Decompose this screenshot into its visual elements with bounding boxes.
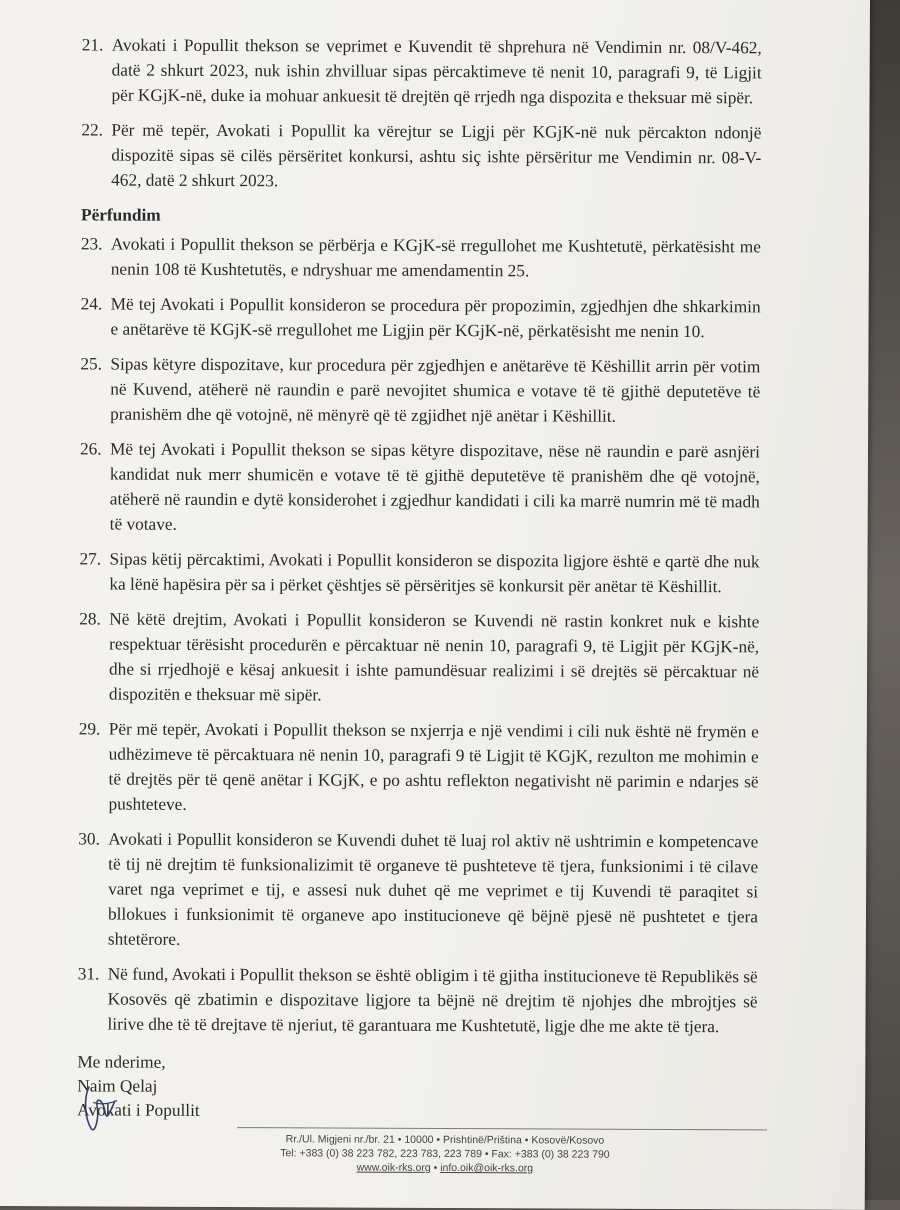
- section-heading: Përfundim: [80, 205, 161, 225]
- paragraph-text: Për më tepër, Avokati i Popullit thekson se nxjerrja e një vendimi i cili nuk është në frymën e udhëzimeve të përcaktuara në nenin 10, paragrafi 9 të Ligjit të KGjK, rezulton me mohimin e të drejtës për të qenë anëtar i KGjK, e po ashtu reflekton negativisht në parimin e ndarjes së pushteteve.: [108, 719, 759, 814]
- closing-greeting: Me nderime,: [77, 1052, 166, 1072]
- paragraph-27: [79, 546, 759, 599]
- paragraph-number: 21.: [81, 35, 104, 55]
- footer-website-link[interactable]: www.oik-rks.org: [356, 1161, 431, 1174]
- document-footer: [235, 1132, 655, 1176]
- signatory-name: Naim Qelaj: [77, 1076, 158, 1096]
- paragraph-28: [79, 606, 759, 709]
- paragraph-number: 27.: [79, 549, 102, 569]
- footer-links: [235, 1160, 655, 1176]
- footer-email-link[interactable]: info.oik@oik-rks.org: [440, 1161, 534, 1175]
- paragraph-number: 25.: [80, 354, 103, 374]
- paragraph-30: [78, 826, 759, 954]
- paragraph-24: [80, 291, 760, 344]
- footer-address: Rr./Ul. Migjeni nr./br. 21 • 10000 • Prishtinë/Priština • Kosovë/Kosovo: [285, 1133, 605, 1147]
- document-body: [77, 32, 762, 1125]
- paragraph-number: 28.: [79, 609, 101, 629]
- paragraph-number: 26.: [79, 439, 102, 459]
- closing-block: [77, 1050, 757, 1125]
- paragraph-number: 30.: [78, 829, 100, 849]
- footer-divider: [237, 1127, 767, 1130]
- paragraph-26: [80, 436, 760, 539]
- paragraph-25: [80, 351, 760, 429]
- paragraph-text: Sipas këtij përcaktimi, Avokati i Popullit konsideron se dispozita ligjore është e qartë dhe nuk ka lënë hapësira për sa i përket çështjes së përsëritjes së konkursit për anëtar të Këshillit.: [109, 549, 760, 597]
- paragraph-number: 22.: [81, 120, 104, 140]
- paragraph-22: [81, 117, 761, 195]
- paragraph-31: [77, 961, 757, 1039]
- paragraph-text: Më tej Avokati i Popullit konsideron se procedura për propozimin, zgjedhjen dhe shkarkimin e anëtarëve të KGjK-së rregullohet me Ligjin për KGjK-në, përkatësisht me nenin 10.: [110, 294, 761, 342]
- paragraph-21: [82, 32, 762, 110]
- paragraph-number: 31.: [77, 964, 100, 984]
- paragraph-number: 24.: [80, 294, 103, 314]
- paragraph-29: [78, 716, 758, 819]
- paragraph-text: Më tej Avokati i Popullit thekson se sipas këtyre dispozitave, nëse në raundin e parë asnjëri kandidat nuk merr shumicën e votave të të gjithë deputetëve të pranishëm dhe që votojnë, atëherë në raundin e dytë konsiderohet i zgjedhur kandidati i cili ka marrë numrin më të madh të votave.: [109, 439, 761, 534]
- handwritten-signature: [81, 1078, 121, 1138]
- paragraph-number: 23.: [80, 234, 103, 254]
- footer-phone: Tel: +383 (0) 38 223 782, 223 783, 223 789 • Fax: +383 (0) 38 223 790: [280, 1147, 610, 1161]
- paragraph-text: Avokati i Popullit thekson se përbërja e KGjK-së rregullohet me Kushtetutë, përkatësisht me nenin 108 të Kushtetutës, e ndryshuar me amendamentin 25.: [110, 234, 761, 281]
- paragraph-text: Avokati i Popullit thekson se veprimet e Kuvendit të shprehura në Vendimin nr. 08/V-462, datë 2 shkurt 2023, nuk ishin zhvilluar sipas përcaktimeve të nenit 10, paragrafi 9, të Ligjit për KGjK-në, duke ia mohuar ankuesit të drejtën që rrjedh nga dispozita e theksuar më sipër.: [111, 35, 762, 108]
- paragraph-number: 29.: [78, 719, 101, 739]
- signatory-title: Avokati i Popullit: [77, 1100, 200, 1120]
- paragraph-text: Në këtë drejtim, Avokati i Popullit konsideron se Kuvendi në rastin konkret nuk e kishte respektuar tërësisht procedurën e përcaktuar në nenin 10, paragrafi 9, të Ligjit për KGjK-në, dhe si rrjedhojë e kësaj ankuesit i ishte pamundësuar realizimi i së drejtës së përcaktuar në dispozitën e theksuar më sipër.: [108, 609, 760, 705]
- paragraph-text: Avokati i Popullit konsideron se Kuvendi duhet të luaj rol aktiv në ushtrimin e kompetencave të tij në drejtim të funksionalizimit të organeve të pushteteve të tjera, funksionimi i të cilave varet nga veprimet e tij, e assesi nuk duhet që me veprimet e tij Kuvendi të paraqitet si bllokues i funksionimit të organeve apo institucioneve që bëjnë pjesë në pushtetet e tjera shtetërore.: [107, 829, 759, 949]
- paragraph-23: [81, 231, 761, 284]
- footer-separator: •: [430, 1161, 441, 1174]
- paragraph-text: Për më tepër, Avokati i Popullit ka vërejtur se Ligji për KGjK-në nuk përcakton ndonjë dispozitë sipas së cilës përsëritet konkursi, ashtu siç ishte përsëritur me Vendimin nr. 08-V-462, datë 2 shkurt 2023.: [111, 120, 762, 191]
- paragraph-text: Në fund, Avokati i Popullit thekson se është obligim i të gjitha institucioneve të Republikës së Kosovës që zbatimin e dispozitave ligjore ta bëjnë në drejtim të njohjes dhe mbrojtjes së lirive dhe të të drejtave të njeriut, të garantuara me Kushtetutë, ligje dhe me akte të tjera.: [107, 964, 758, 1037]
- paragraph-text: Sipas këtyre dispozitave, kur procedura për zgjedhjen e anëtarëve të Këshillit arrin për votim në Kuvend, atëherë në raundin e parë nevojitet shumica e votave të të gjithë deputetëve të pranishëm dhe që votojnë, në mënyrë që të zgjidhet një anëtar i Këshillit.: [110, 354, 761, 426]
